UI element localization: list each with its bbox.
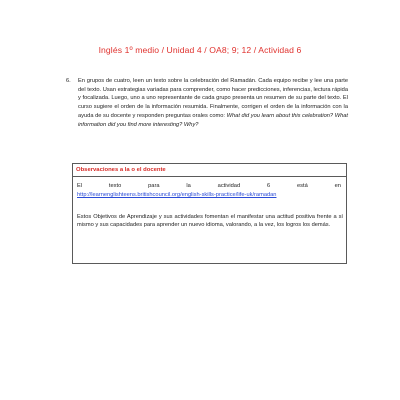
page-title: Inglés 1º medio / Unidad 4 / OA8; 9; 12 / Actividad 6 xyxy=(98,45,302,55)
observations-paragraph: Estos Objetivos de Aprendizaje y sus actividades fomentan el manifestar una actitud positiva frente a sí mismo y sus capacidades para aprender un nuevo idioma, valorando, a la vez, los logros los demás. xyxy=(77,214,343,229)
activity-text: En grupos de cuatro, leen un texto sobre la celebración del Ramadán. Cada equipo recibe y lee una parte del texto. Usan estrategias variadas para comprender, como hacer predicciones, inferencias, lectura rápida y focalizada. Luego, uno a uno representante de cada grupo presenta un resumen de su parte del texto. El curso sugiere el orden de la información resumida. Finalmente, corrigen el orden de la información con la ayuda de su docente y responden preguntas orales como: xyxy=(78,78,348,119)
observations-word: 6 xyxy=(266,183,271,189)
activity-questions: What did you learn about this celebration? What information did you find more interesting? Why? xyxy=(78,112,348,128)
observations-line xyxy=(77,183,341,189)
observations-word: está xyxy=(297,183,308,189)
observations-word: actividad xyxy=(217,183,241,189)
activity-text-block xyxy=(78,77,348,129)
observations-word: El xyxy=(77,183,83,189)
observations-word: texto xyxy=(108,183,122,189)
observations-word: la xyxy=(186,183,191,189)
observations-word: para xyxy=(148,183,160,189)
observations-title: Observaciones a la o el docente xyxy=(76,167,166,173)
activity-number: 6. xyxy=(66,78,71,84)
teacher-observations-box xyxy=(72,163,347,264)
observations-divider xyxy=(73,176,346,177)
ramadan-text-link[interactable]: http://learnenglishteens.britishcouncil.org/english-skills-practice/life-uk/ramadan xyxy=(77,192,277,198)
observations-word: en xyxy=(334,183,341,189)
activity-item xyxy=(66,77,348,129)
